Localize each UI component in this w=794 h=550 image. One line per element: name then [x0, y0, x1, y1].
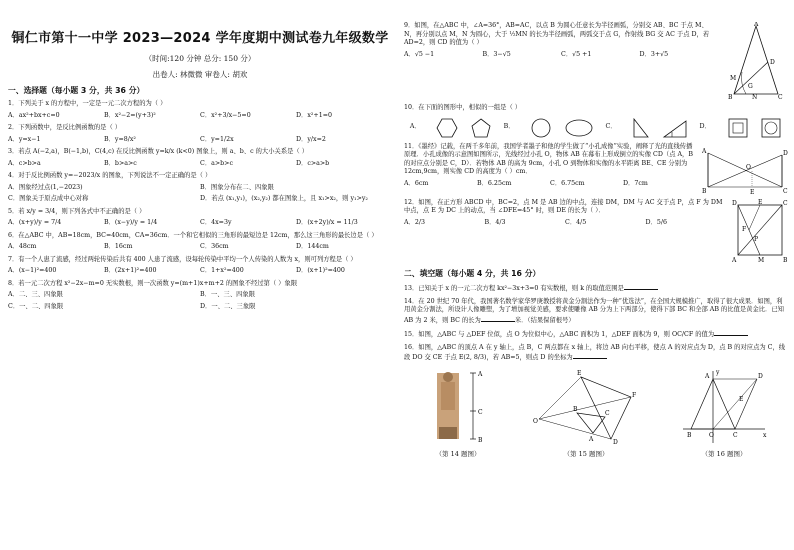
option: C．x²+3/x−5=0	[200, 111, 251, 119]
fig-label: E	[739, 395, 744, 403]
question-stem: 9．如图，在△ABC 中，∠A=36°，AB=AC，以点 B 为圆心任意长为半径画弧，分别交 AB、BC 于点 M、N，再分别以点 M，N 为圆心，大于 ½MN 的长为半径画弧，两弧交于点 G，作射线 BG 交 AC 于点 D，若 AD=2，则 CD 的值为（ ）	[404, 22, 710, 46]
option: B．(x−y)/y = 1/4	[104, 219, 158, 227]
option: B．4/3	[484, 218, 506, 226]
option: C．6.75cm	[550, 179, 585, 187]
question-8	[8, 280, 392, 312]
fig-label: A	[754, 22, 759, 28]
option: A．48cm	[8, 243, 37, 251]
question-15	[404, 329, 788, 340]
option: D．若点 (x₁,y₁)，(x₂,y₂) 都在图象上，且 x₁>x₂，则 y₁>y₂	[200, 195, 368, 203]
question-1	[8, 100, 392, 120]
option: B．一、三、四象限	[200, 291, 256, 299]
option: C．一、二、四象限	[8, 302, 64, 310]
pinhole-figure-q11	[702, 143, 788, 195]
fig-label: E	[750, 188, 755, 195]
question-stem: 16．如图，△ABC 的顶点 A 在 y 轴上，点 B，C 两点都在 x 轴上，将边 AB 向右平移，使点 A 的对应点为 D，点 B 的对应点为 C，线段 DO 交 CE 于点 E(2, 8/3)，若 AB=5，则点 D 的坐标为	[404, 343, 786, 362]
option: A．(x−1)²=400	[8, 267, 57, 275]
question-stem: 1．下列关于 x 的方程中，一定是一元二次方程的为（ ）	[8, 100, 167, 108]
time-score: （时间:120 分钟 总分: 150 分）	[144, 53, 256, 63]
fig-label: C	[733, 431, 738, 439]
fig-label: G	[748, 83, 753, 90]
question-stem: 15．如图，△ABC 与 △DEF 位似，点 O 为位似中心，△ABC 面积为 1，△DEF 面积为 9，则 OC/CF 的值为	[404, 331, 715, 339]
similar-triangles-figure	[531, 367, 641, 445]
option: A．y=x−1	[8, 135, 41, 143]
question-12	[404, 199, 788, 263]
right-triangle-icon	[662, 117, 688, 139]
section-fill-title: 二、填空题（每小题 4 分，共 16 分）	[404, 268, 541, 278]
option: A．2/3	[404, 218, 425, 226]
fig-label: B	[687, 431, 692, 439]
option: C．1+x²=400	[200, 267, 244, 275]
figure-16	[679, 367, 769, 459]
figure-caption: （第 15 题图）	[563, 450, 609, 459]
fig-label: O	[533, 417, 538, 425]
option: A．c>b>a	[8, 159, 41, 167]
question-stem: 7．有一个人患了流感，经过两轮传染后共有 400 人患了流感，设每轮传染中平均一个人传染的人数为 x，则可列方程是（ ）	[8, 255, 357, 263]
option: D．(x+1)²=400	[296, 267, 345, 275]
question-stem: 3．若点 A(−2,a)，B(−1,b)，C(4,c) 在反比例函数 y=k/x (k<0) 图象上，则 a、b、c 的大小关系是（ ）	[8, 148, 309, 156]
option: C．4/5	[565, 218, 587, 226]
pentagon-icon	[470, 117, 492, 139]
option: D．	[699, 123, 711, 131]
triangle-icon	[632, 117, 650, 139]
fig-label: A	[732, 256, 737, 263]
square-icon	[727, 117, 749, 139]
option: A．6cm	[404, 179, 429, 187]
fig-label: C	[605, 409, 610, 417]
fig-label: B	[478, 436, 483, 444]
question-stem: 8．若一元二次方程 x²−2x−m=0 无实数根，则一次函数 y=(m+1)x+m+2 的图象不经过第（ ）象限	[8, 279, 298, 287]
fig-label: C	[783, 187, 788, 195]
figure-15	[531, 367, 641, 459]
fig-label: P	[754, 235, 759, 243]
answer-blank[interactable]	[573, 352, 607, 359]
question-4	[8, 172, 392, 204]
fig-label: B	[728, 94, 733, 100]
fig-label: B	[783, 256, 788, 263]
fig-label: D	[783, 149, 788, 157]
question-5	[8, 208, 392, 228]
option: B．16cm	[104, 243, 133, 251]
fig-label: A	[705, 372, 710, 380]
option: D．c>a>b	[296, 159, 330, 167]
option: A．ax²+bx+c=0	[8, 111, 60, 119]
option: A．	[409, 123, 421, 131]
triangle-figure-q9	[724, 22, 788, 100]
answer-blank[interactable]	[714, 329, 748, 336]
fig-label: N	[752, 94, 758, 100]
fig-label: B	[573, 405, 578, 413]
option: D．y/x=2	[296, 135, 326, 143]
option: D．144cm	[296, 243, 329, 251]
fig-label: y	[716, 368, 720, 376]
answer-blank[interactable]	[624, 283, 658, 290]
answer-blank[interactable]	[481, 315, 515, 322]
option: C．y=1/2x	[200, 135, 234, 143]
section-choice-title: 一、选择题（每小题 3 分，共 36 分）	[8, 85, 145, 95]
option: D．x²+1=0	[296, 111, 332, 119]
question-stem: 6．在△ABC 中，AB=18cm，BC=40cm，CA=36cm．一个和它相似的三角形的最短边是 12cm，那么这三角形的最长边是（ ）	[8, 231, 378, 239]
option: B．图象分布在二、四象限	[200, 183, 274, 191]
fig-label: A	[478, 370, 483, 378]
square-figure-q12	[732, 199, 788, 263]
option: A．图象经过点(1,−2023)	[8, 183, 83, 191]
fig-label: F	[632, 391, 637, 399]
fig-label: D	[613, 438, 618, 445]
fig-label: E	[577, 369, 582, 377]
fig-label: F	[742, 225, 747, 233]
question-13	[404, 283, 788, 294]
option: B．(2x+1)²=400	[104, 267, 157, 275]
option: C．a>b>c	[200, 159, 233, 167]
option: C．√5 +1	[561, 50, 592, 58]
option: C．36cm	[200, 243, 229, 251]
question-6	[8, 232, 392, 252]
exam-title: 铜仁市第十一中学 2023—2024 学年度期中测试卷九年级数学	[11, 31, 389, 46]
fig-label: O	[709, 431, 714, 439]
fig-label: O	[746, 163, 751, 171]
fig-label: M	[730, 75, 737, 82]
right-column	[404, 0, 788, 459]
fig-label: D	[770, 59, 775, 66]
option: C．图象关于原点成中心对称	[8, 195, 89, 203]
figure-caption: （第 14 题图）	[435, 450, 481, 459]
question-stem: 12．如图，在正方形 ABCD 中，BC=2，点 M 是 AB 边的中点，连接 DM，DM 与 AC 交于点 P，点 F 为 DM 中点，点 E 为 DC 上的动点，当 ∠DFE=45° 时，则 DE 的长为（ ）．	[404, 198, 723, 214]
option: B．b>a>c	[104, 159, 137, 167]
fig-label: M	[758, 256, 765, 263]
figure-14	[423, 367, 493, 459]
option: C．4x=3y	[200, 219, 232, 227]
left-column	[8, 0, 392, 311]
fig-label: C	[778, 94, 783, 100]
question-tail: 米．（结果保留根号）	[514, 316, 575, 324]
statue-figure	[423, 367, 493, 445]
option: B．x²−2=(y+3)²	[104, 111, 156, 119]
option: D．7cm	[623, 179, 648, 187]
question-9	[404, 22, 788, 100]
ellipse-icon	[564, 117, 594, 139]
question-stem: 11．《墨经》记载，在两千多年前，我国学者墨子和他的学生做了“小孔成像”实验，阐释了光的直线传播原理．小孔成像的示意图如图所示，光线经过小孔 O，物体 AB 在幕布上形成倒立的实像 CD（点 A，B 的对应点分别是 C，D）．若物体 AB 的高为 9cm，小孔 O 到物体和实像的水平距离 BE、CE 分别为 12cm,9cm，则实像 CD 的高度为（ ）cm．	[404, 142, 693, 175]
option: B．3−√5	[482, 50, 511, 58]
fig-label: D	[732, 199, 737, 207]
question-3	[8, 148, 392, 168]
fig-label: A	[589, 435, 594, 443]
question-stem: 5．若 x/y = 3/4，则下列各式中不正确的是（ ）	[8, 207, 146, 215]
option: B．	[503, 123, 515, 131]
authors: 出卷人: 林微微 审卷人: 胡欢	[152, 69, 248, 79]
question-stem: 10．在下面的图形中，相似的一组是（ ）	[404, 104, 522, 111]
option: D．(x+2y)/x = 11/3	[296, 219, 358, 227]
option: A．(x+y)/y = 7/4	[8, 219, 62, 227]
fig-label: A	[702, 147, 707, 155]
question-7	[8, 256, 392, 276]
question-stem: 2．下列函数中，是反比例函数的是（ ）	[8, 124, 122, 132]
option: A．√5 −1	[404, 50, 435, 58]
fig-label: D	[758, 372, 763, 380]
question-2	[8, 124, 392, 144]
option: D．3+√5	[639, 50, 669, 58]
option: C．	[605, 123, 617, 131]
fig-label: x	[763, 431, 767, 439]
question-16	[404, 344, 788, 363]
coordinate-figure	[679, 367, 769, 445]
fig-label: C	[478, 408, 483, 416]
question-11	[404, 143, 788, 195]
question-stem: 14．在 20 世纪 70 年代，我国著名数学家华罗庚教授将黄金分割法作为一种“优选法”，在全国大规模推广，取得了很大成果．如图，利用黄金分割法，所设计人像雕塑，为了增加视觉美感，要求使雕像 AB 分为上下两部分，使得下部 BC 和全部 AB 的比值是黄金比．已知 AB 为 2 米，则 BC 的长为	[404, 297, 784, 324]
question-stem: 13．已知关于 x 的一元二次方程 kx²−3x+3=0 有实数根，则 k 的取值范围是	[404, 285, 624, 293]
question-10	[404, 104, 788, 139]
option: D．一、二、三象限	[200, 302, 256, 310]
hexagon-icon	[436, 117, 458, 139]
circle-icon	[530, 117, 552, 139]
fig-label: C	[783, 199, 788, 207]
figure-caption: （第 16 题图）	[701, 450, 747, 459]
figure-row	[404, 367, 788, 459]
option: A．二、三、四象限	[8, 291, 63, 299]
option: B．y=8/x²	[104, 135, 136, 143]
fig-label: E	[758, 198, 763, 206]
square-circle-icon	[760, 117, 782, 139]
option: B．6.25cm	[477, 179, 512, 187]
fig-label: B	[702, 187, 707, 195]
question-14	[404, 298, 788, 326]
question-stem: 4．对于反比例函数 y=−2023/x 的图象，下列说法不一定正确的是（ ）	[8, 172, 212, 180]
option: D．5/6	[645, 218, 667, 226]
